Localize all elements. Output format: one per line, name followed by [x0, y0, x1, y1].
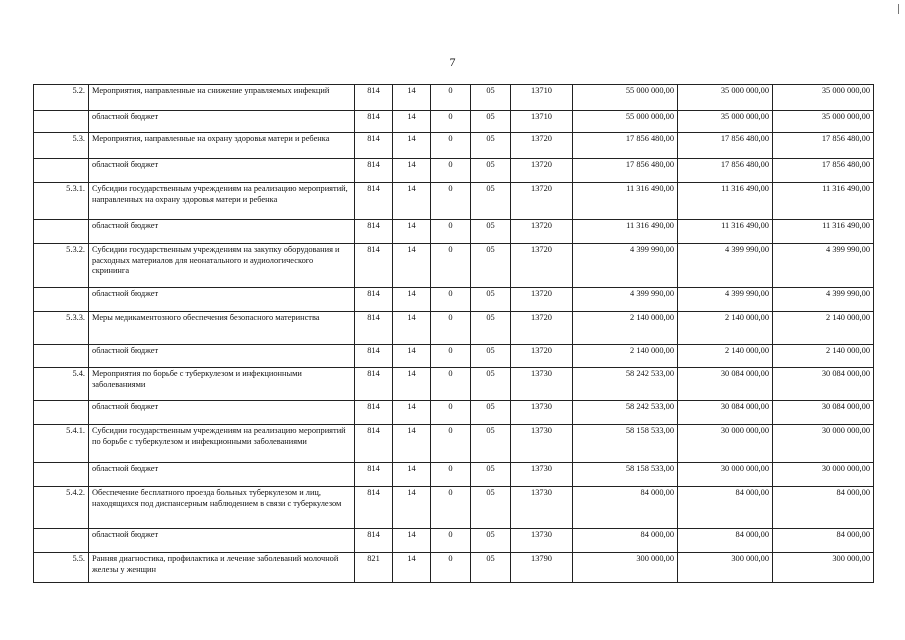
amount-3: 4 399 990,00	[773, 244, 874, 288]
code-target: 13720	[511, 312, 573, 345]
row-name: Субсидии государственным учреждениям на реализацию мероприятий по борьбе с туберкулезом и инфекционными заболеваниями	[89, 425, 355, 463]
code-ministry: 814	[355, 288, 393, 312]
row-number	[34, 463, 89, 487]
row-number: 5.4.	[34, 368, 89, 401]
amount-2: 84 000,00	[678, 487, 773, 529]
row-name: областной бюджет	[89, 111, 355, 133]
amount-3: 17 856 480,00	[773, 133, 874, 159]
code-program: 05	[471, 463, 511, 487]
amount-1: 84 000,00	[573, 487, 678, 529]
row-number	[34, 401, 89, 425]
amount-2: 30 000 000,00	[678, 463, 773, 487]
table-row	[34, 288, 874, 312]
row-number: 5.4.2.	[34, 487, 89, 529]
code-ministry: 814	[355, 133, 393, 159]
code-section: 14	[393, 368, 431, 401]
code-section: 14	[393, 183, 431, 220]
code-program: 05	[471, 183, 511, 220]
row-number	[34, 111, 89, 133]
code-target: 13730	[511, 463, 573, 487]
table-row	[34, 553, 874, 583]
amount-3: 30 084 000,00	[773, 368, 874, 401]
table-row	[34, 368, 874, 401]
amount-1: 58 242 533,00	[573, 401, 678, 425]
amount-3: 30 084 000,00	[773, 401, 874, 425]
code-target: 13730	[511, 529, 573, 553]
row-number	[34, 345, 89, 368]
code-section: 14	[393, 159, 431, 183]
amount-1: 58 158 533,00	[573, 463, 678, 487]
code-section: 14	[393, 111, 431, 133]
row-name: областной бюджет	[89, 529, 355, 553]
amount-3: 17 856 480,00	[773, 159, 874, 183]
amount-1: 300 000,00	[573, 553, 678, 583]
amount-2: 2 140 000,00	[678, 312, 773, 345]
table-row	[34, 85, 874, 111]
code-program: 05	[471, 425, 511, 463]
row-number: 5.4.1.	[34, 425, 89, 463]
row-number: 5.3.2.	[34, 244, 89, 288]
amount-3: 11 316 490,00	[773, 183, 874, 220]
table-row	[34, 220, 874, 244]
amount-1: 17 856 480,00	[573, 133, 678, 159]
amount-2: 35 000 000,00	[678, 85, 773, 111]
amount-3: 4 399 990,00	[773, 288, 874, 312]
row-name: Ранняя диагностика, профилактика и лечение заболеваний молочной железы у женщин	[89, 553, 355, 583]
code-subsection: 0	[431, 553, 471, 583]
row-number	[34, 288, 89, 312]
row-name: областной бюджет	[89, 159, 355, 183]
budget-table-body	[34, 85, 874, 583]
row-name: Мероприятия, направленные на снижение управляемых инфекций	[89, 85, 355, 111]
code-section: 14	[393, 345, 431, 368]
code-program: 05	[471, 401, 511, 425]
code-program: 05	[471, 244, 511, 288]
code-target: 13730	[511, 425, 573, 463]
row-number: 5.3.	[34, 133, 89, 159]
code-subsection: 0	[431, 133, 471, 159]
amount-1: 4 399 990,00	[573, 244, 678, 288]
code-subsection: 0	[431, 425, 471, 463]
amount-2: 30 000 000,00	[678, 425, 773, 463]
code-section: 14	[393, 288, 431, 312]
code-section: 14	[393, 220, 431, 244]
amount-2: 300 000,00	[678, 553, 773, 583]
table-row	[34, 244, 874, 288]
code-target: 13720	[511, 288, 573, 312]
code-section: 14	[393, 244, 431, 288]
code-program: 05	[471, 345, 511, 368]
amount-1: 11 316 490,00	[573, 183, 678, 220]
table-row	[34, 401, 874, 425]
code-program: 05	[471, 220, 511, 244]
amount-1: 17 856 480,00	[573, 159, 678, 183]
amount-3: 2 140 000,00	[773, 312, 874, 345]
amount-1: 11 316 490,00	[573, 220, 678, 244]
code-ministry: 814	[355, 425, 393, 463]
code-subsection: 0	[431, 159, 471, 183]
code-section: 14	[393, 401, 431, 425]
code-subsection: 0	[431, 85, 471, 111]
amount-3: 30 000 000,00	[773, 425, 874, 463]
code-program: 05	[471, 529, 511, 553]
row-number	[34, 529, 89, 553]
row-number: 5.5.	[34, 553, 89, 583]
amount-2: 4 399 990,00	[678, 244, 773, 288]
code-target: 13720	[511, 220, 573, 244]
code-target: 13720	[511, 345, 573, 368]
code-ministry: 814	[355, 312, 393, 345]
amount-3: 300 000,00	[773, 553, 874, 583]
row-name: областной бюджет	[89, 288, 355, 312]
code-program: 05	[471, 368, 511, 401]
code-program: 05	[471, 159, 511, 183]
amount-2: 17 856 480,00	[678, 133, 773, 159]
table-row	[34, 487, 874, 529]
amount-3: 2 140 000,00	[773, 345, 874, 368]
code-section: 14	[393, 312, 431, 345]
table-row	[34, 159, 874, 183]
code-target: 13710	[511, 85, 573, 111]
code-program: 05	[471, 111, 511, 133]
amount-2: 2 140 000,00	[678, 345, 773, 368]
code-ministry: 814	[355, 159, 393, 183]
code-subsection: 0	[431, 111, 471, 133]
code-section: 14	[393, 133, 431, 159]
code-ministry: 814	[355, 463, 393, 487]
code-ministry: 814	[355, 183, 393, 220]
code-program: 05	[471, 553, 511, 583]
row-name: Субсидии государственным учреждениям на реализацию мероприятий, направленных на охрану здоровья матери и ребенка	[89, 183, 355, 220]
code-target: 13730	[511, 401, 573, 425]
code-subsection: 0	[431, 288, 471, 312]
amount-1: 2 140 000,00	[573, 312, 678, 345]
code-section: 14	[393, 425, 431, 463]
amount-2: 4 399 990,00	[678, 288, 773, 312]
code-program: 05	[471, 288, 511, 312]
amount-3: 35 000 000,00	[773, 85, 874, 111]
table-row	[34, 312, 874, 345]
code-ministry: 814	[355, 85, 393, 111]
amount-3: 11 316 490,00	[773, 220, 874, 244]
amount-1: 55 000 000,00	[573, 111, 678, 133]
table-row	[34, 425, 874, 463]
code-ministry: 814	[355, 220, 393, 244]
table-row	[34, 183, 874, 220]
row-name: областной бюджет	[89, 463, 355, 487]
page-number: 7	[449, 55, 456, 69]
row-number	[34, 159, 89, 183]
code-program: 05	[471, 133, 511, 159]
code-section: 14	[393, 553, 431, 583]
amount-3: 84 000,00	[773, 487, 874, 529]
amount-2: 30 084 000,00	[678, 368, 773, 401]
amount-1: 4 399 990,00	[573, 288, 678, 312]
code-ministry: 814	[355, 244, 393, 288]
scan-edge-mark	[898, 4, 899, 14]
code-section: 14	[393, 463, 431, 487]
code-subsection: 0	[431, 487, 471, 529]
row-number	[34, 220, 89, 244]
row-name: Обеспечение бесплатного проезда больных туберкулезом и лиц, находящихся под диспансерным наблюдением в связи с туберкулезом	[89, 487, 355, 529]
code-subsection: 0	[431, 345, 471, 368]
code-ministry: 814	[355, 487, 393, 529]
table-row	[34, 345, 874, 368]
amount-2: 11 316 490,00	[678, 220, 773, 244]
budget-table	[33, 84, 874, 583]
amount-1: 2 140 000,00	[573, 345, 678, 368]
code-ministry: 814	[355, 345, 393, 368]
row-name: Субсидии государственным учреждениям на закупку оборудования и расходных материалов для неонатального и аудиологического скрининга	[89, 244, 355, 288]
code-target: 13720	[511, 244, 573, 288]
row-name: Меры медикаментозного обеспечения безопасного материнства	[89, 312, 355, 345]
code-target: 13720	[511, 133, 573, 159]
code-ministry: 814	[355, 368, 393, 401]
row-number: 5.2.	[34, 85, 89, 111]
code-ministry: 814	[355, 111, 393, 133]
amount-1: 84 000,00	[573, 529, 678, 553]
amount-3: 84 000,00	[773, 529, 874, 553]
code-subsection: 0	[431, 220, 471, 244]
code-target: 13730	[511, 368, 573, 401]
code-subsection: 0	[431, 401, 471, 425]
table-row	[34, 133, 874, 159]
code-target: 13790	[511, 553, 573, 583]
amount-3: 30 000 000,00	[773, 463, 874, 487]
code-target: 13710	[511, 111, 573, 133]
code-subsection: 0	[431, 244, 471, 288]
row-number: 5.3.3.	[34, 312, 89, 345]
amount-2: 84 000,00	[678, 529, 773, 553]
amount-2: 35 000 000,00	[678, 111, 773, 133]
code-subsection: 0	[431, 463, 471, 487]
code-target: 13720	[511, 183, 573, 220]
code-subsection: 0	[431, 368, 471, 401]
code-ministry: 814	[355, 529, 393, 553]
row-name: Мероприятия, направленные на охрану здоровья матери и ребенка	[89, 133, 355, 159]
amount-1: 58 158 533,00	[573, 425, 678, 463]
code-subsection: 0	[431, 529, 471, 553]
code-program: 05	[471, 85, 511, 111]
code-section: 14	[393, 487, 431, 529]
row-name: Мероприятия по борьбе с туберкулезом и инфекционными заболеваниями	[89, 368, 355, 401]
table-row	[34, 529, 874, 553]
code-ministry: 821	[355, 553, 393, 583]
amount-3: 35 000 000,00	[773, 111, 874, 133]
amount-2: 17 856 480,00	[678, 159, 773, 183]
code-subsection: 0	[431, 312, 471, 345]
code-ministry: 814	[355, 401, 393, 425]
code-program: 05	[471, 487, 511, 529]
code-target: 13720	[511, 159, 573, 183]
row-number: 5.3.1.	[34, 183, 89, 220]
code-subsection: 0	[431, 183, 471, 220]
amount-2: 30 084 000,00	[678, 401, 773, 425]
code-section: 14	[393, 85, 431, 111]
amount-2: 11 316 490,00	[678, 183, 773, 220]
row-name: областной бюджет	[89, 401, 355, 425]
code-target: 13730	[511, 487, 573, 529]
table-row	[34, 463, 874, 487]
amount-1: 55 000 000,00	[573, 85, 678, 111]
amount-1: 58 242 533,00	[573, 368, 678, 401]
code-program: 05	[471, 312, 511, 345]
code-section: 14	[393, 529, 431, 553]
row-name: областной бюджет	[89, 345, 355, 368]
table-row	[34, 111, 874, 133]
row-name: областной бюджет	[89, 220, 355, 244]
